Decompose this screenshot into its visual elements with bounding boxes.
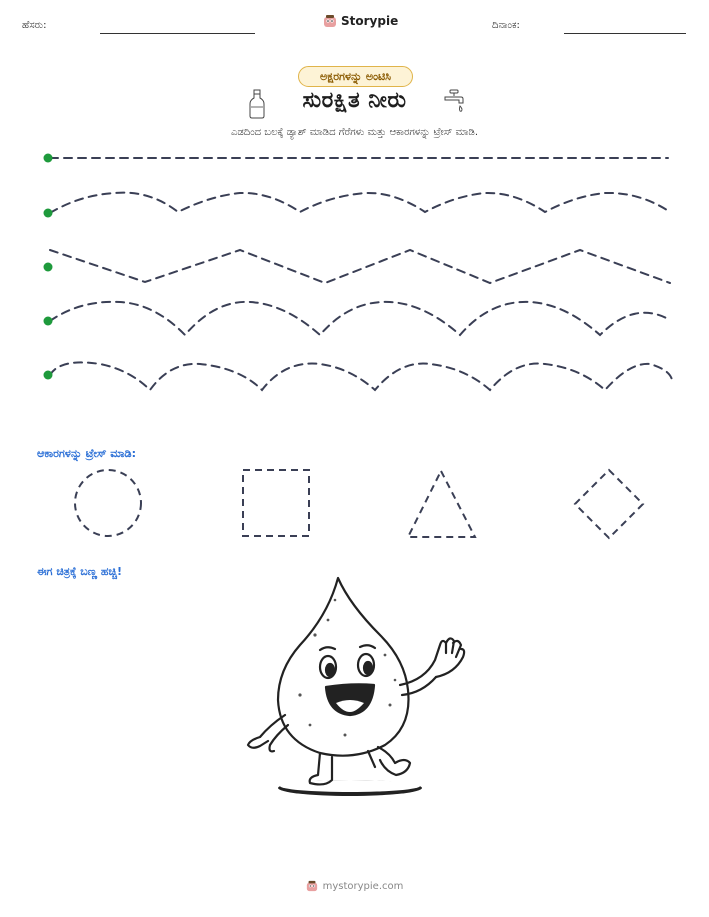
brand-name: Storypie bbox=[341, 14, 399, 28]
shapes-row bbox=[0, 465, 709, 545]
tap-icon bbox=[441, 88, 467, 114]
date-line[interactable] bbox=[564, 33, 686, 34]
tracing-line-wave[interactable] bbox=[50, 302, 670, 335]
page-title: ಸುರಕ್ಷಿತ ನೀರು bbox=[302, 88, 407, 113]
name-label: ಹೆಸರು: bbox=[22, 20, 47, 31]
date-label: ದಿನಾಂಕ: bbox=[492, 20, 520, 31]
water-drop-character-illustration[interactable] bbox=[240, 575, 470, 800]
name-line[interactable] bbox=[100, 33, 255, 34]
instructions-text: ಎಡದಿಂದ ಬಲಕ್ಕೆ ಡ್ಯಾಶ್ ಮಾಡಿದ ಗೆರೆಗಳು ಮತ್ತು ಆಕಾರಗಳನ್ನು ಟ್ರೇಸ್ ಮಾಡಿ. bbox=[230, 127, 479, 138]
trace-circle[interactable] bbox=[75, 470, 141, 536]
tracing-line-loop-wave[interactable] bbox=[50, 362, 672, 390]
coloring-heading: ಈಗ ಚಿತ್ರಕ್ಕೆ ಬಣ್ಣ ಹಚ್ಚಿ! bbox=[37, 565, 123, 578]
shapes-heading: ಆಕಾರಗಳನ್ನು ಟ್ರೇಸ್ ಮಾಡಿ: bbox=[37, 447, 136, 460]
start-dot bbox=[44, 263, 53, 272]
footer bbox=[0, 880, 709, 892]
start-dot bbox=[44, 317, 53, 326]
tracing-line-wave[interactable] bbox=[50, 193, 670, 213]
trace-diamond[interactable] bbox=[575, 470, 643, 538]
start-dot bbox=[44, 154, 53, 163]
sticker-badge: ಅಕ್ಷರಗಳನ್ನು ಅಂಟಿಸಿ bbox=[298, 66, 413, 87]
tracing-lines bbox=[0, 140, 709, 400]
tracing-line-zigzag[interactable] bbox=[50, 250, 670, 283]
footer-site[interactable]: mystorypie.com bbox=[322, 880, 404, 892]
brand bbox=[323, 14, 398, 28]
trace-triangle[interactable] bbox=[408, 471, 475, 537]
trace-square[interactable] bbox=[243, 470, 309, 536]
start-dot bbox=[44, 371, 53, 380]
storypie-logo-icon bbox=[323, 14, 337, 28]
storypie-logo-icon bbox=[306, 880, 318, 892]
start-dot bbox=[44, 209, 53, 218]
